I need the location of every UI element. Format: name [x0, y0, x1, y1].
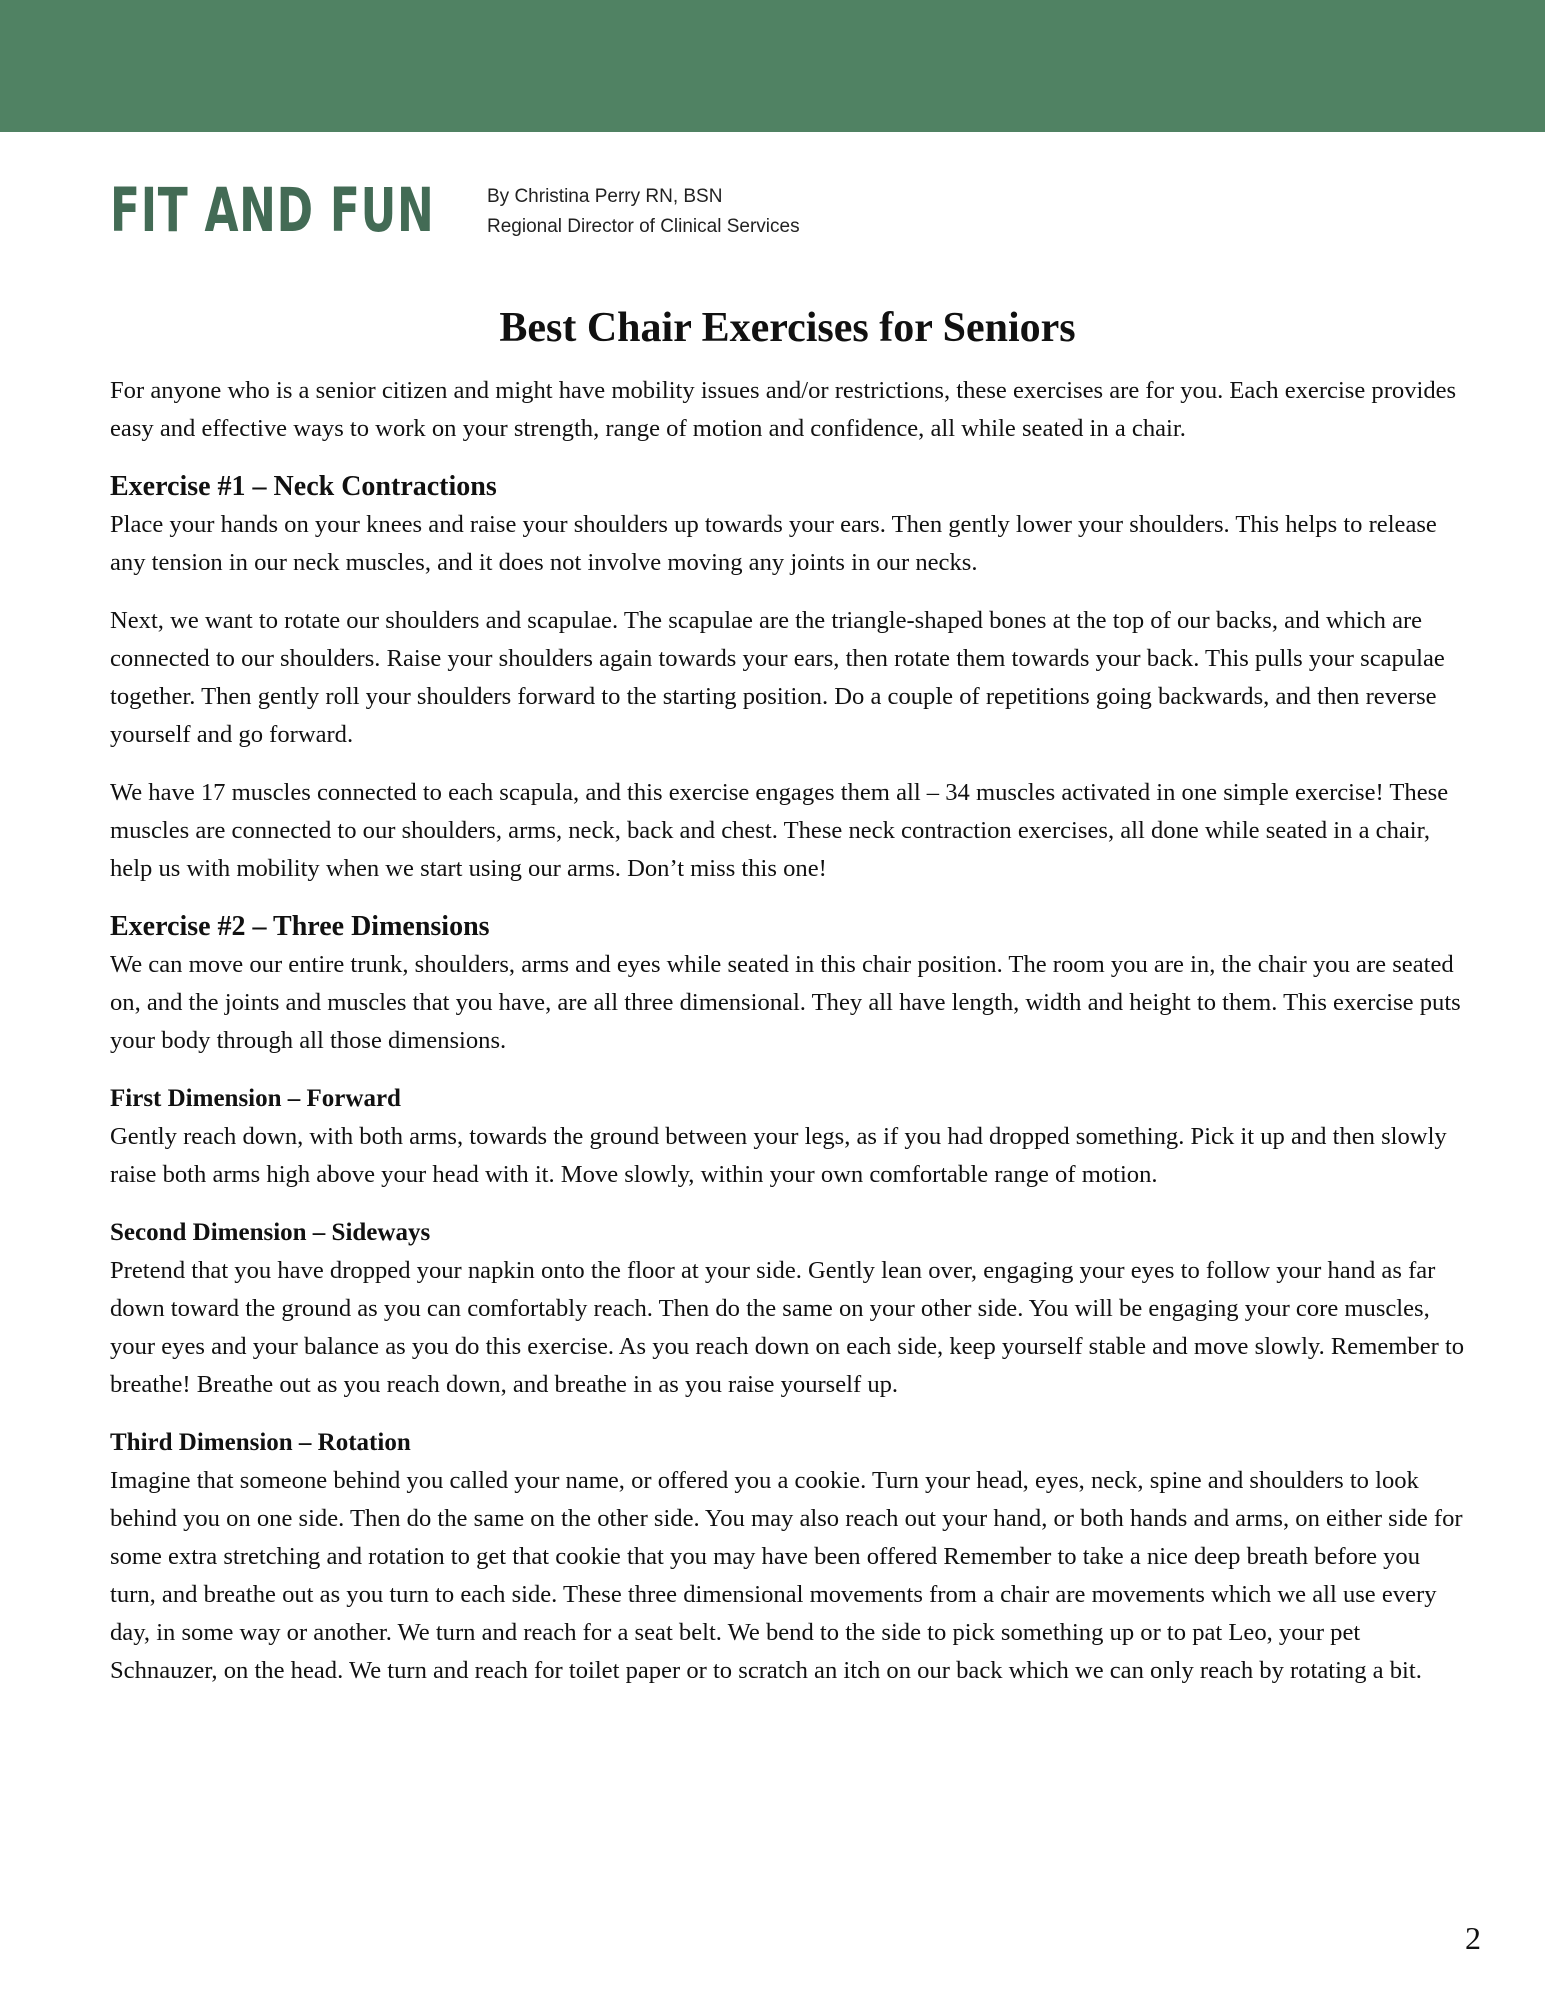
author-role: Regional Director of Clinical Services: [487, 216, 800, 237]
exercise-1-paragraph-1: Place your hands on your knees and raise your shoulders up towards your ears. Then gently lower your shoulders. This helps to release any tension in our neck muscles, and it does not involve moving any joints in our necks.: [110, 511, 1437, 576]
second-dimension-text: Pretend that you have dropped your napkin onto the floor at your side. Gently lean over, engaging your eyes to follow your hand as far down toward the ground as you can comfortably reach. Then do the same on your other side. You will be engaging your core muscles, your eyes and your balance as you do this exercise. As you reach down on each side, keep yourself stable and move slowly. Remember to breathe! Breathe out as you reach down, and breathe in as you raise yourself up.: [110, 1257, 1465, 1398]
header-band: [0, 0, 1545, 132]
exercise-1-heading: Exercise #1 – Neck Contractions: [110, 471, 497, 502]
third-dimension-heading: Third Dimension – Rotation: [110, 1429, 411, 1456]
first-dimension-text: Gently reach down, with both arms, towards the ground between your legs, as if you had dropped something. Pick it up and then slowly raise both arms high above your head with it. Move slowly, within your own comfortable range of motion.: [110, 1123, 1447, 1188]
exercise-2-intro: We can move our entire trunk, shoulders, arms and eyes while seated in this chair position. The room you are in, the chair you are seated on, and the joints and muscles that you have, are all three dimensional. They all have length, width and height to them. This exercise puts your body through all those dimensions.: [110, 951, 1461, 1054]
first-dimension-heading: First Dimension – Forward: [110, 1085, 401, 1112]
article-body: [110, 300, 1465, 1710]
exercise-1-paragraph-3: We have 17 muscles connected to each scapula, and this exercise engages them all – 34 muscles activated in one simple exercise! These muscles are connected to our shoulders, arms, neck, back and chest. These neck contraction exercises, all done while seated in a chair, help us with mobility when we start using our arms. Don’t miss this one!: [110, 779, 1449, 882]
exercise-1-paragraph-2: Next, we want to rotate our shoulders and scapulae. The scapulae are the triangle-shaped bones at the top of our backs, and which are connected to our shoulders. Raise your shoulders again towards your ears, then rotate them towards your back. This pulls your scapulae together. Then gently roll your shoulders forward to the starting position. Do a couple of repetitions going backwards, and then reverse yourself and go forward.: [110, 607, 1445, 748]
page-number: 2: [1465, 1920, 1481, 1956]
second-dimension-heading: Second Dimension – Sideways: [110, 1219, 431, 1246]
article-title: Best Chair Exercises for Seniors: [499, 305, 1076, 351]
author-name: By Christina Perry RN, BSN: [487, 186, 723, 207]
exercise-2-heading: Exercise #2 – Three Dimensions: [110, 911, 490, 942]
masthead: [110, 172, 1460, 252]
intro-paragraph: For anyone who is a senior citizen and might have mobility issues and/or restrictions, these exercises are for you. Each exercise provides easy and effective ways to work on your strength, range of motion and confidence, all while seated in a chair.: [110, 377, 1457, 442]
author-byline: [487, 182, 800, 242]
third-dimension-text: Imagine that someone behind you called your name, or offered you a cookie. Turn your head, eyes, neck, spine and shoulders to look behind you on one side. Then do the same on the other side. You may also reach out your hand, or both hands and arms, on either side for some extra stretching and rotation to get that cookie that you may have been offered Remember to take a nice deep breath before you turn, and breathe out as you turn to each side. These three dimensional movements from a chair are movements which we all use every day, in some way or another. We turn and reach for a seat belt. We bend to the side to pick something up or to pat Leo, your pet Schnauzer, on the head. We turn and reach for toilet paper or to scratch an itch on our back which we can only reach by rotating a bit.: [110, 1467, 1463, 1684]
column-title: FIT AND FUN: [110, 175, 435, 246]
